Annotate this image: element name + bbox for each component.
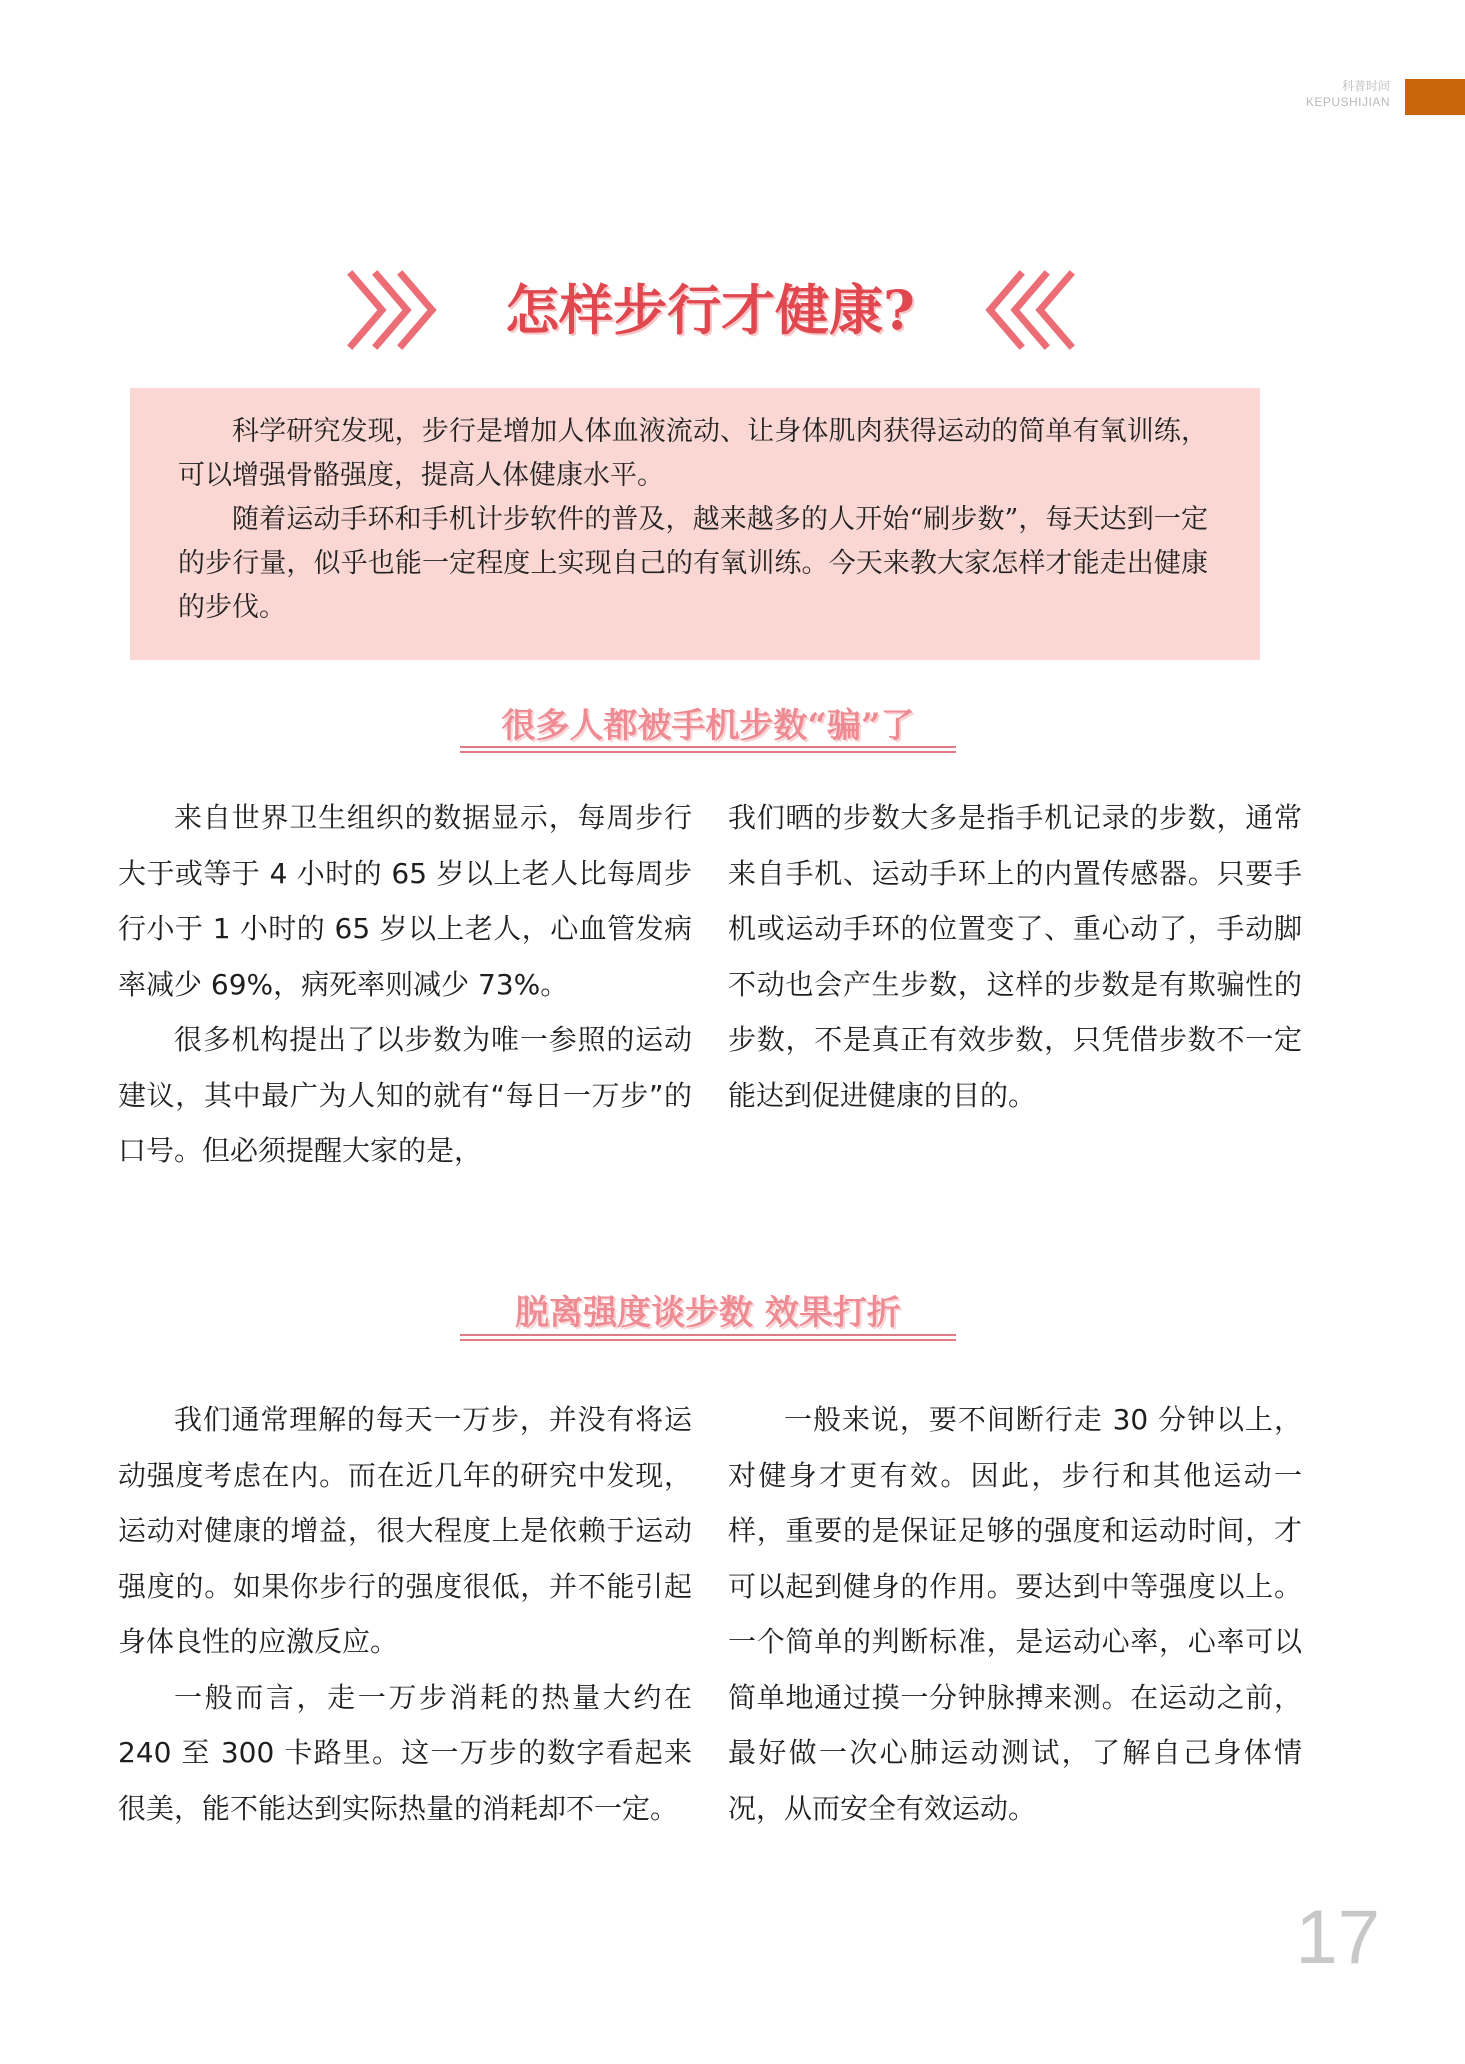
section1-left-paragraph-2: 很多机构提出了以步数为唯一参照的运动建议，其中最广为人知的就有“每日一万步”的口号。但必须提醒大家的是， <box>118 1023 692 1167</box>
intro-box <box>130 388 1260 660</box>
section-label <box>1306 78 1390 110</box>
intro-paragraph-1: 科学研究发现，步行是增加人体血液流动、让身体肌肉获得运动的简单有氧训练，可以增强骨骼强度，提高人体健康水平。 <box>178 416 1208 491</box>
section1-right-column <box>728 790 1302 1123</box>
section-heading-1: 很多人都被手机步数“骗”了 <box>501 706 915 746</box>
page-number: 17 <box>1295 1895 1380 1980</box>
section-heading-2: 脱离强度谈步数 效果打折 <box>515 1293 901 1333</box>
chevron-right-decoration-icon <box>342 265 442 355</box>
section2-left-column <box>118 1392 692 1836</box>
heading-underline-2 <box>460 1334 956 1342</box>
section1-left-paragraph-1: 来自世界卫生组织的数据显示，每周步行大于或等于 4 小时的 65 岁以上老人比每周步行小于 1 小时的 65 岁以上老人，心血管发病率减少 69%，病死率则减少 73%。 <box>118 801 692 1001</box>
section2-right-column <box>728 1392 1302 1836</box>
heading-underline-1 <box>460 746 956 754</box>
chevron-left-decoration-icon <box>980 265 1080 355</box>
section2-left-paragraph-1: 我们通常理解的每天一万步，并没有将运动强度考虑在内。而在近几年的研究中发现，运动对健康的增益，很大程度上是依赖于运动强度的。如果你步行的强度很低，并不能引起身体良性的应激反应。 <box>118 1403 692 1658</box>
header-accent-bar <box>1405 79 1465 115</box>
title-row <box>330 260 1090 360</box>
section1-right-paragraph-1: 我们晒的步数大多是指手机记录的步数，通常来自手机、运动手环上的内置传感器。只要手机或运动手环的位置变了、重心动了，手动脚不动也会产生步数，这样的步数是有欺骗性的步数，不是真正有效步数，只凭借步数不一定能达到促进健康的目的。 <box>728 801 1302 1112</box>
section-label-cn: 科普时间 <box>1341 79 1390 93</box>
section-label-en: KEPUSHIJIAN <box>1305 95 1390 110</box>
page-title: 怎样步行才健康? <box>505 278 915 342</box>
section1-left-column <box>118 790 692 1179</box>
section2-right-paragraph-1: 一般来说，要不间断行走 30 分钟以上，对健身才更有效。因此，步行和其他运动一样，重要的是保证足够的强度和运动时间，才可以起到健身的作用。要达到中等强度以上。一个简单的判断标准，是运动心率，心率可以简单地通过摸一分钟脉搏来测。在运动之前，最好做一次心肺运动测试，了解自己身体情况，从而安全有效运动。 <box>728 1403 1302 1825</box>
section2-left-paragraph-2: 一般而言，走一万步消耗的热量大约在 240 至 300 卡路里。这一万步的数字看起来很美，能不能达到实际热量的消耗却不一定。 <box>118 1680 692 1825</box>
intro-paragraph-2: 随着运动手环和手机计步软件的普及，越来越多的人开始“刷步数”，每天达到一定的步行量，似乎也能一定程度上实现自己的有氧训练。今天来教大家怎样才能走出健康的步伐。 <box>178 504 1208 623</box>
